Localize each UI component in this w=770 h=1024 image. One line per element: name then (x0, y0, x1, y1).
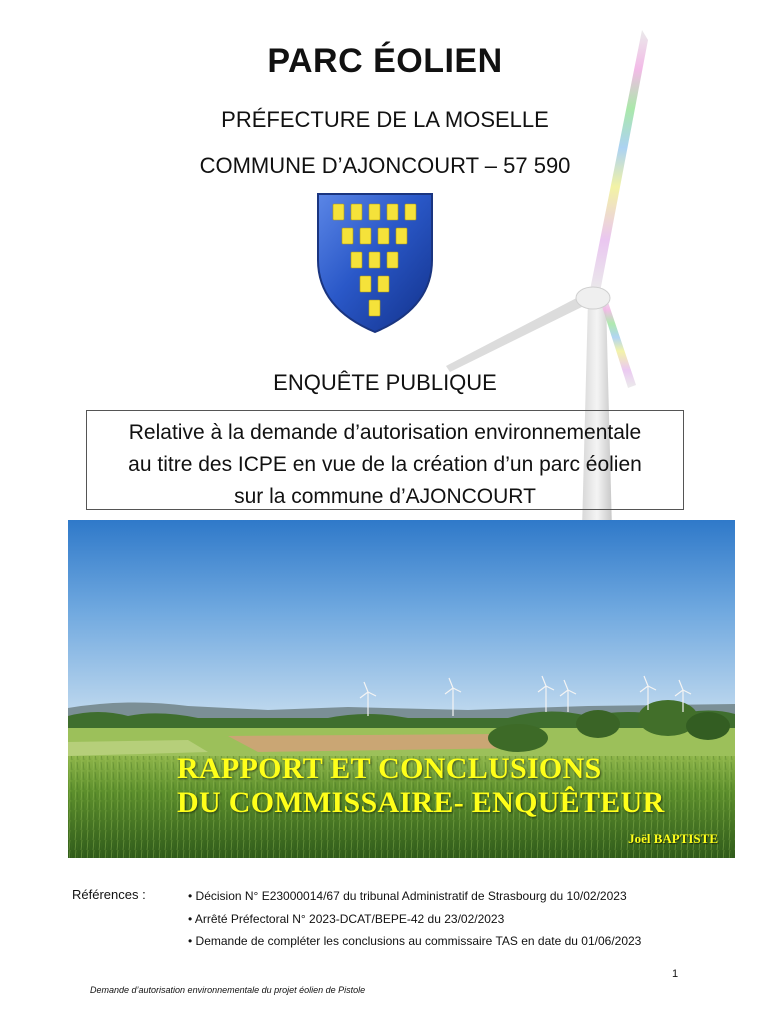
report-title-line-1: RAPPORT ET CONCLUSIONS (177, 752, 602, 785)
page-title: PARC ÉOLIEN (267, 42, 503, 80)
object-line-1: Relative à la demande d’autorisation environnementale (128, 421, 642, 444)
reference-item: • Demande de compléter les conclusions au commissaire TAS en date du 01/06/2023 (188, 934, 642, 948)
footer-note: Demande d’autorisation environnementale du projet éolien de Pistole (90, 985, 366, 995)
enquete-heading: ENQUÊTE PUBLIQUE (273, 370, 497, 395)
coat-of-arms-icon (315, 190, 435, 335)
object-line-2: au titre des ICPE en vue de la création d’un parc éolien (128, 453, 642, 476)
reference-item: • Arrêté Préfectoral N° 2023-DCAT/BEPE-42 du 23/02/2023 (188, 912, 505, 926)
prefecture-heading: PRÉFECTURE DE LA MOSELLE (221, 107, 549, 132)
report-title-line-2: DU COMMISSAIRE- ENQUÊTEUR (177, 786, 665, 819)
references-label: Références : (72, 887, 146, 902)
page-number: 1 (672, 968, 679, 980)
commune-heading: COMMUNE D’AJONCOURT – 57 590 (199, 153, 571, 178)
object-description-box (86, 410, 684, 510)
reference-item: • Décision N° E23000014/67 du tribunal Administratif de Strasbourg du 10/02/2023 (188, 889, 627, 903)
report-title (177, 752, 665, 820)
object-line-3: sur la commune d’AJONCOURT (234, 485, 536, 508)
author-name: Joël BAPTISTE (628, 831, 718, 846)
